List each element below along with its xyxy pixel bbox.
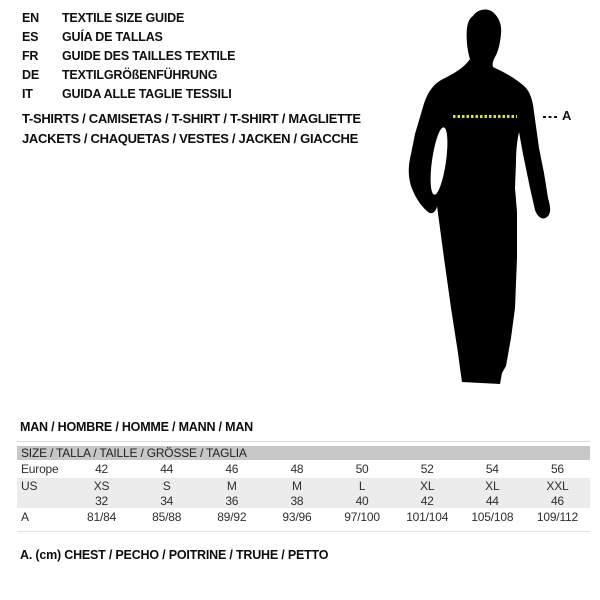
size-cell: 93/96 [282,510,312,524]
measure-callout-line [543,116,560,118]
language-label: GUÍA DE TALLAS [62,30,163,44]
garment-categories [22,109,361,149]
language-label: TEXTILGRÖßENFÜHRUNG [62,68,218,82]
size-cell: 46 [225,462,239,476]
size-cell: 46 [550,493,564,508]
size-cell: 56 [550,462,564,476]
section-title: MAN / HOMBRE / HOMME / MANN / MAN [20,420,253,434]
table-row-europe [17,460,590,478]
measurement-footnote: A. (cm) CHEST / PECHO / POITRINE / TRUHE / PETTO [20,548,329,562]
language-label: TEXTILE SIZE GUIDE [62,11,185,25]
category-line-tshirts: T-SHIRTS / CAMISETAS / T-SHIRT / T-SHIRT / MAGLIETTE [22,111,361,126]
size-cell: XL [485,478,500,493]
size-cell: 42 [95,462,109,476]
size-cell: S [162,478,171,493]
language-row [22,47,235,66]
man-silhouette [403,6,563,390]
language-code: DE [22,68,39,82]
size-cell: 38 [290,493,304,508]
size-cell: M [292,478,302,493]
language-code: ES [22,30,39,44]
size-cell: XL [420,478,435,493]
size-cell: 40 [355,493,369,508]
language-row [22,66,235,85]
row-label: A [21,510,29,524]
row-label: US [21,478,38,493]
row-label: Europe [21,462,59,476]
size-cell: 85/88 [152,510,182,524]
size-cell: XS [93,478,110,493]
size-cell: 109/112 [536,510,578,524]
size-cell: 36 [225,493,239,508]
language-code: IT [22,87,33,101]
size-cell: 105/108 [471,510,514,524]
size-cell: 44 [485,493,499,508]
size-cell: 34 [160,493,174,508]
size-cell: 50 [355,462,369,476]
table-row-us-numbers [17,493,590,508]
chest-measure-line [453,115,517,118]
size-cell: 44 [160,462,174,476]
size-cell: 42 [420,493,434,508]
size-cell: 52 [420,462,434,476]
size-cell: L [358,478,366,493]
category-line-jackets: JACKETS / CHAQUETAS / VESTES / JACKEN / GIACCHE [22,131,358,146]
language-row [22,85,235,104]
language-label: GUIDA ALLE TAGLIE TESSILI [62,87,232,101]
size-table-header: SIZE / TALLA / TAILLE / GRÖSSE / TAGLIA [17,446,590,460]
measure-label-a: A [562,108,572,123]
table-row-us-letters [17,478,590,493]
language-code: FR [22,49,39,63]
size-cell: 81/84 [87,510,117,524]
size-cell: 54 [485,462,499,476]
size-cell: 48 [290,462,304,476]
size-cell: M [226,478,237,493]
language-code: EN [22,11,39,25]
size-cell: XXL [546,478,569,493]
table-row-chest [17,508,590,526]
language-list [22,9,235,104]
language-row [22,28,235,47]
size-cell: 32 [95,493,109,508]
size-cell: 89/92 [217,510,247,524]
us-size-block [17,478,590,508]
size-table [17,441,590,532]
language-row [22,9,235,28]
size-cell: 101/104 [406,510,449,524]
size-cell: 97/100 [344,510,380,524]
table-bottom-rule [17,526,590,532]
language-label: GUIDE DES TAILLES TEXTILE [62,49,236,63]
man-silhouette-svg [403,6,563,390]
